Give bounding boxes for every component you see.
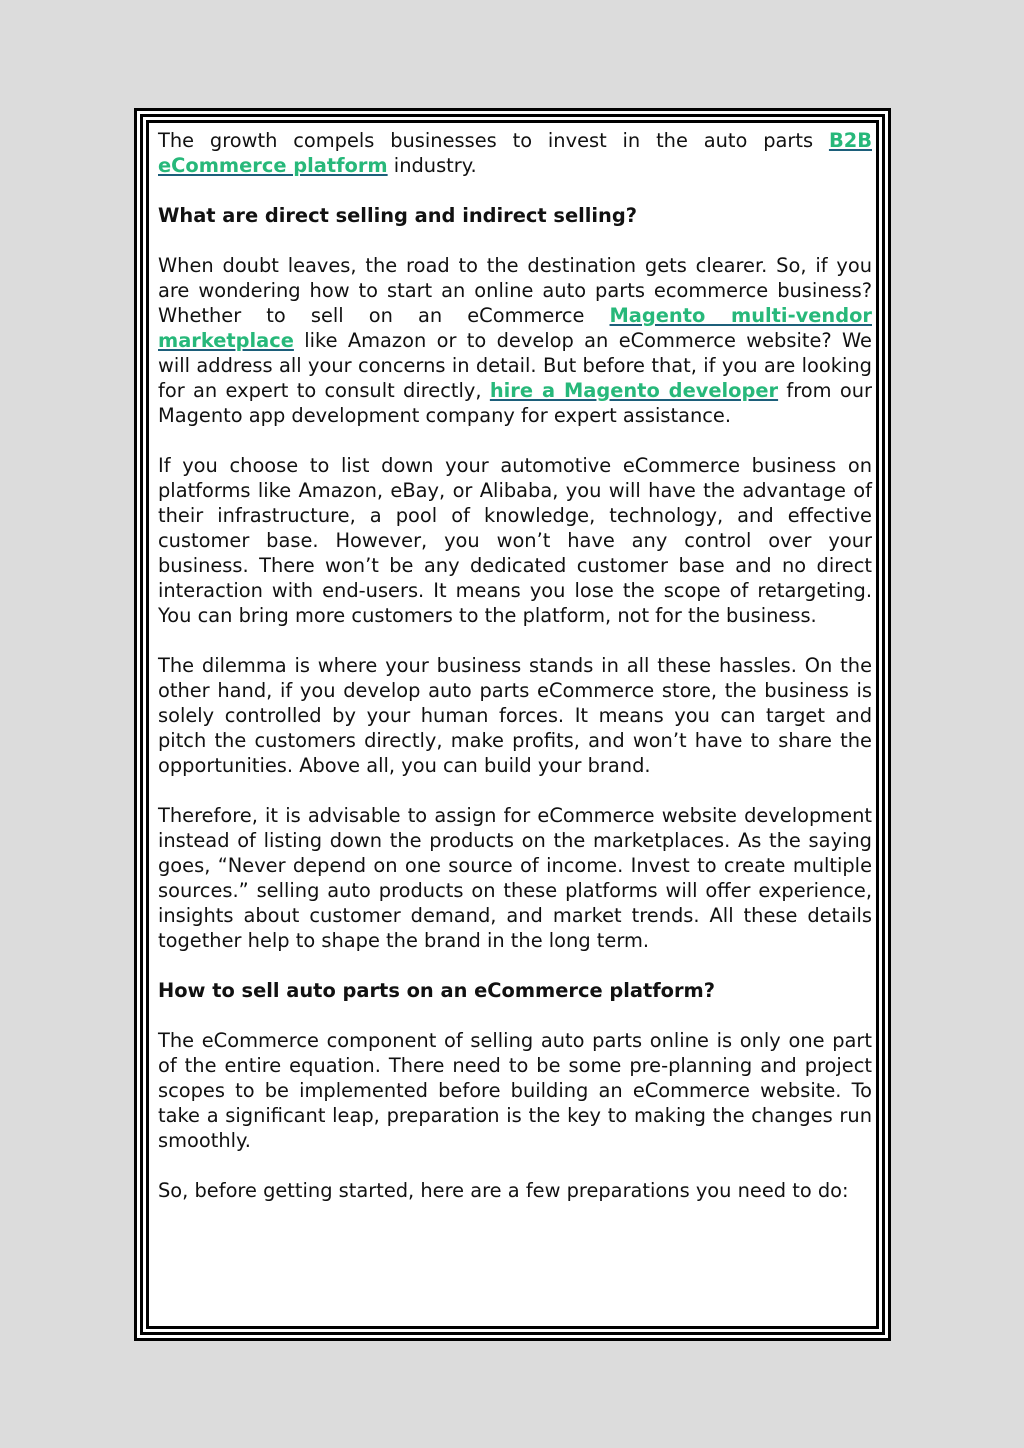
- doubt-text-2: like Amazon or to develop an eCommerce website? We will address all your concerns in detail. But before that, if you are looking for an expert to consult directly,: [158, 329, 872, 402]
- doubt-text-1: When doubt leaves, the road to the destination gets clearer. So, if you are wondering how to start an online auto parts ecommerce business? Whether to sell on an eCommerce: [158, 254, 872, 327]
- intro-text-end: industry.: [387, 154, 477, 177]
- doubt-text-3: from our Magento app development company for expert assistance.: [158, 379, 872, 427]
- preparations-paragraph: So, before getting started, here are a few preparations you need to do:: [158, 1179, 849, 1202]
- doubt-paragraph: [158, 253, 872, 428]
- article-body: [158, 128, 872, 1203]
- section-heading-direct-indirect: What are direct selling and indirect selling?: [158, 204, 637, 227]
- magento-marketplace-link[interactable]: Magento multi-vendor marketplace: [158, 304, 872, 352]
- dilemma-paragraph: The dilemma is where your business stands in all these hassles. On the other hand, if you develop auto parts eCommerce store, the business is solely controlled by your human forces. It means you can target and pitch the customers directly, make profits, and won’t have to share the opportunities. Above all, you can build your brand.: [158, 654, 872, 777]
- document-page: [134, 108, 891, 1341]
- marketplace-paragraph: If you choose to list down your automotive eCommerce business on platforms like Amazon, eBay, or Alibaba, you will have the advantage of their infrastructure, a pool of knowledge, technology, and effective customer base. However, you won’t have any control over your business. There won’t be any dedicated customer base and no direct interaction with end-users. It means you lose the scope of retargeting. You can bring more customers to the platform, not for the business.: [158, 454, 872, 627]
- hire-magento-developer-link[interactable]: hire a Magento developer: [489, 379, 779, 402]
- b2b-ecommerce-platform-link[interactable]: B2B eCommerce platform: [158, 129, 872, 177]
- intro-paragraph: [158, 128, 872, 178]
- section-heading-how-to-sell: How to sell auto parts on an eCommerce platform?: [158, 979, 716, 1002]
- component-paragraph: The eCommerce component of selling auto parts online is only one part of the entire equation. There need to be some pre-planning and project scopes to be implemented before building an eCommerce website. To take a significant leap, preparation is the key to making the changes run smoothly.: [158, 1029, 872, 1152]
- intro-text: The growth compels businesses to invest in the auto parts: [158, 129, 829, 152]
- advisable-paragraph: Therefore, it is advisable to assign for eCommerce website development instead of listing down the products on the marketplaces. As the saying goes, “Never depend on one source of income. Invest to create multiple sources.” selling auto products on these platforms will offer experience, insights about customer demand, and market trends. All these details together help to shape the brand in the long term.: [158, 804, 872, 952]
